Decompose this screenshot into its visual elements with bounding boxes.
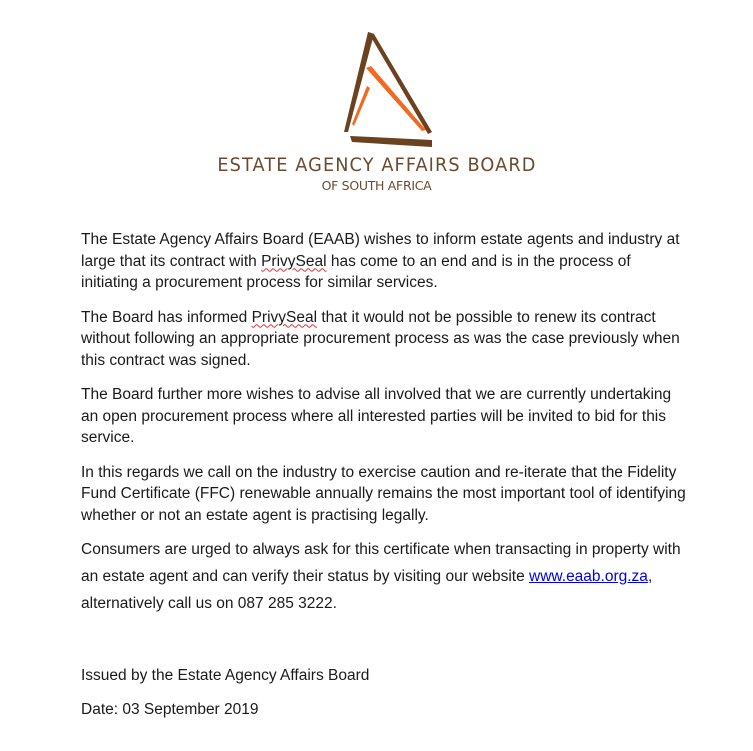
paragraph-ffc-caution: In this regards we call on the industry to exercise caution and re-iterate that the Fidelity Fund Certificate (FFC) renewable annually remains the most important tool of identifying whether or not an estate agent is practising legally. bbox=[81, 463, 686, 524]
paragraph-open-procurement: The Board further more wishes to advise all involved that we are currently undertaking an open procurement process where all interested parties will be invited to bid for this service. bbox=[81, 386, 672, 446]
issued-by: Issued by the Estate Agency Affairs Board bbox=[81, 667, 370, 684]
triangle-logo-icon bbox=[340, 28, 440, 148]
logo-title: ESTATE AGENCY AFFAIRS BOARD bbox=[217, 154, 537, 176]
issue-date: Date: 03 September 2019 bbox=[81, 701, 259, 718]
spellcheck-flagged-word: PrivySeal bbox=[251, 308, 318, 326]
paragraph-consumers: Consumers are urged to always ask for this certificate when transacting in property with an estate agent and can verify their status by visiting our website www.eaab.org.za, alternatively call us on 087 285 3222. bbox=[81, 541, 681, 612]
eaab-logo bbox=[0, 0, 753, 200]
notice-footer bbox=[81, 667, 369, 735]
spellcheck-flagged-word: PrivySeal bbox=[261, 252, 327, 270]
notice-body bbox=[81, 229, 691, 630]
paragraph-renewal: The Board has informed PrivySeal that it would not be possible to renew its contract without following an appropriate procurement process as was the case previously when this contract was signed. bbox=[81, 308, 680, 369]
paragraph-contract-ended: The Estate Agency Affairs Board (EAAB) wishes to inform estate agents and industry at large that its contract with PrivySeal has come to an end and is in the process of initiating a procurement process for similar services. bbox=[81, 231, 680, 291]
logo-subtitle: OF SOUTH AFRICA bbox=[321, 178, 432, 193]
website-link[interactable]: www.eaab.org.za bbox=[529, 568, 648, 585]
